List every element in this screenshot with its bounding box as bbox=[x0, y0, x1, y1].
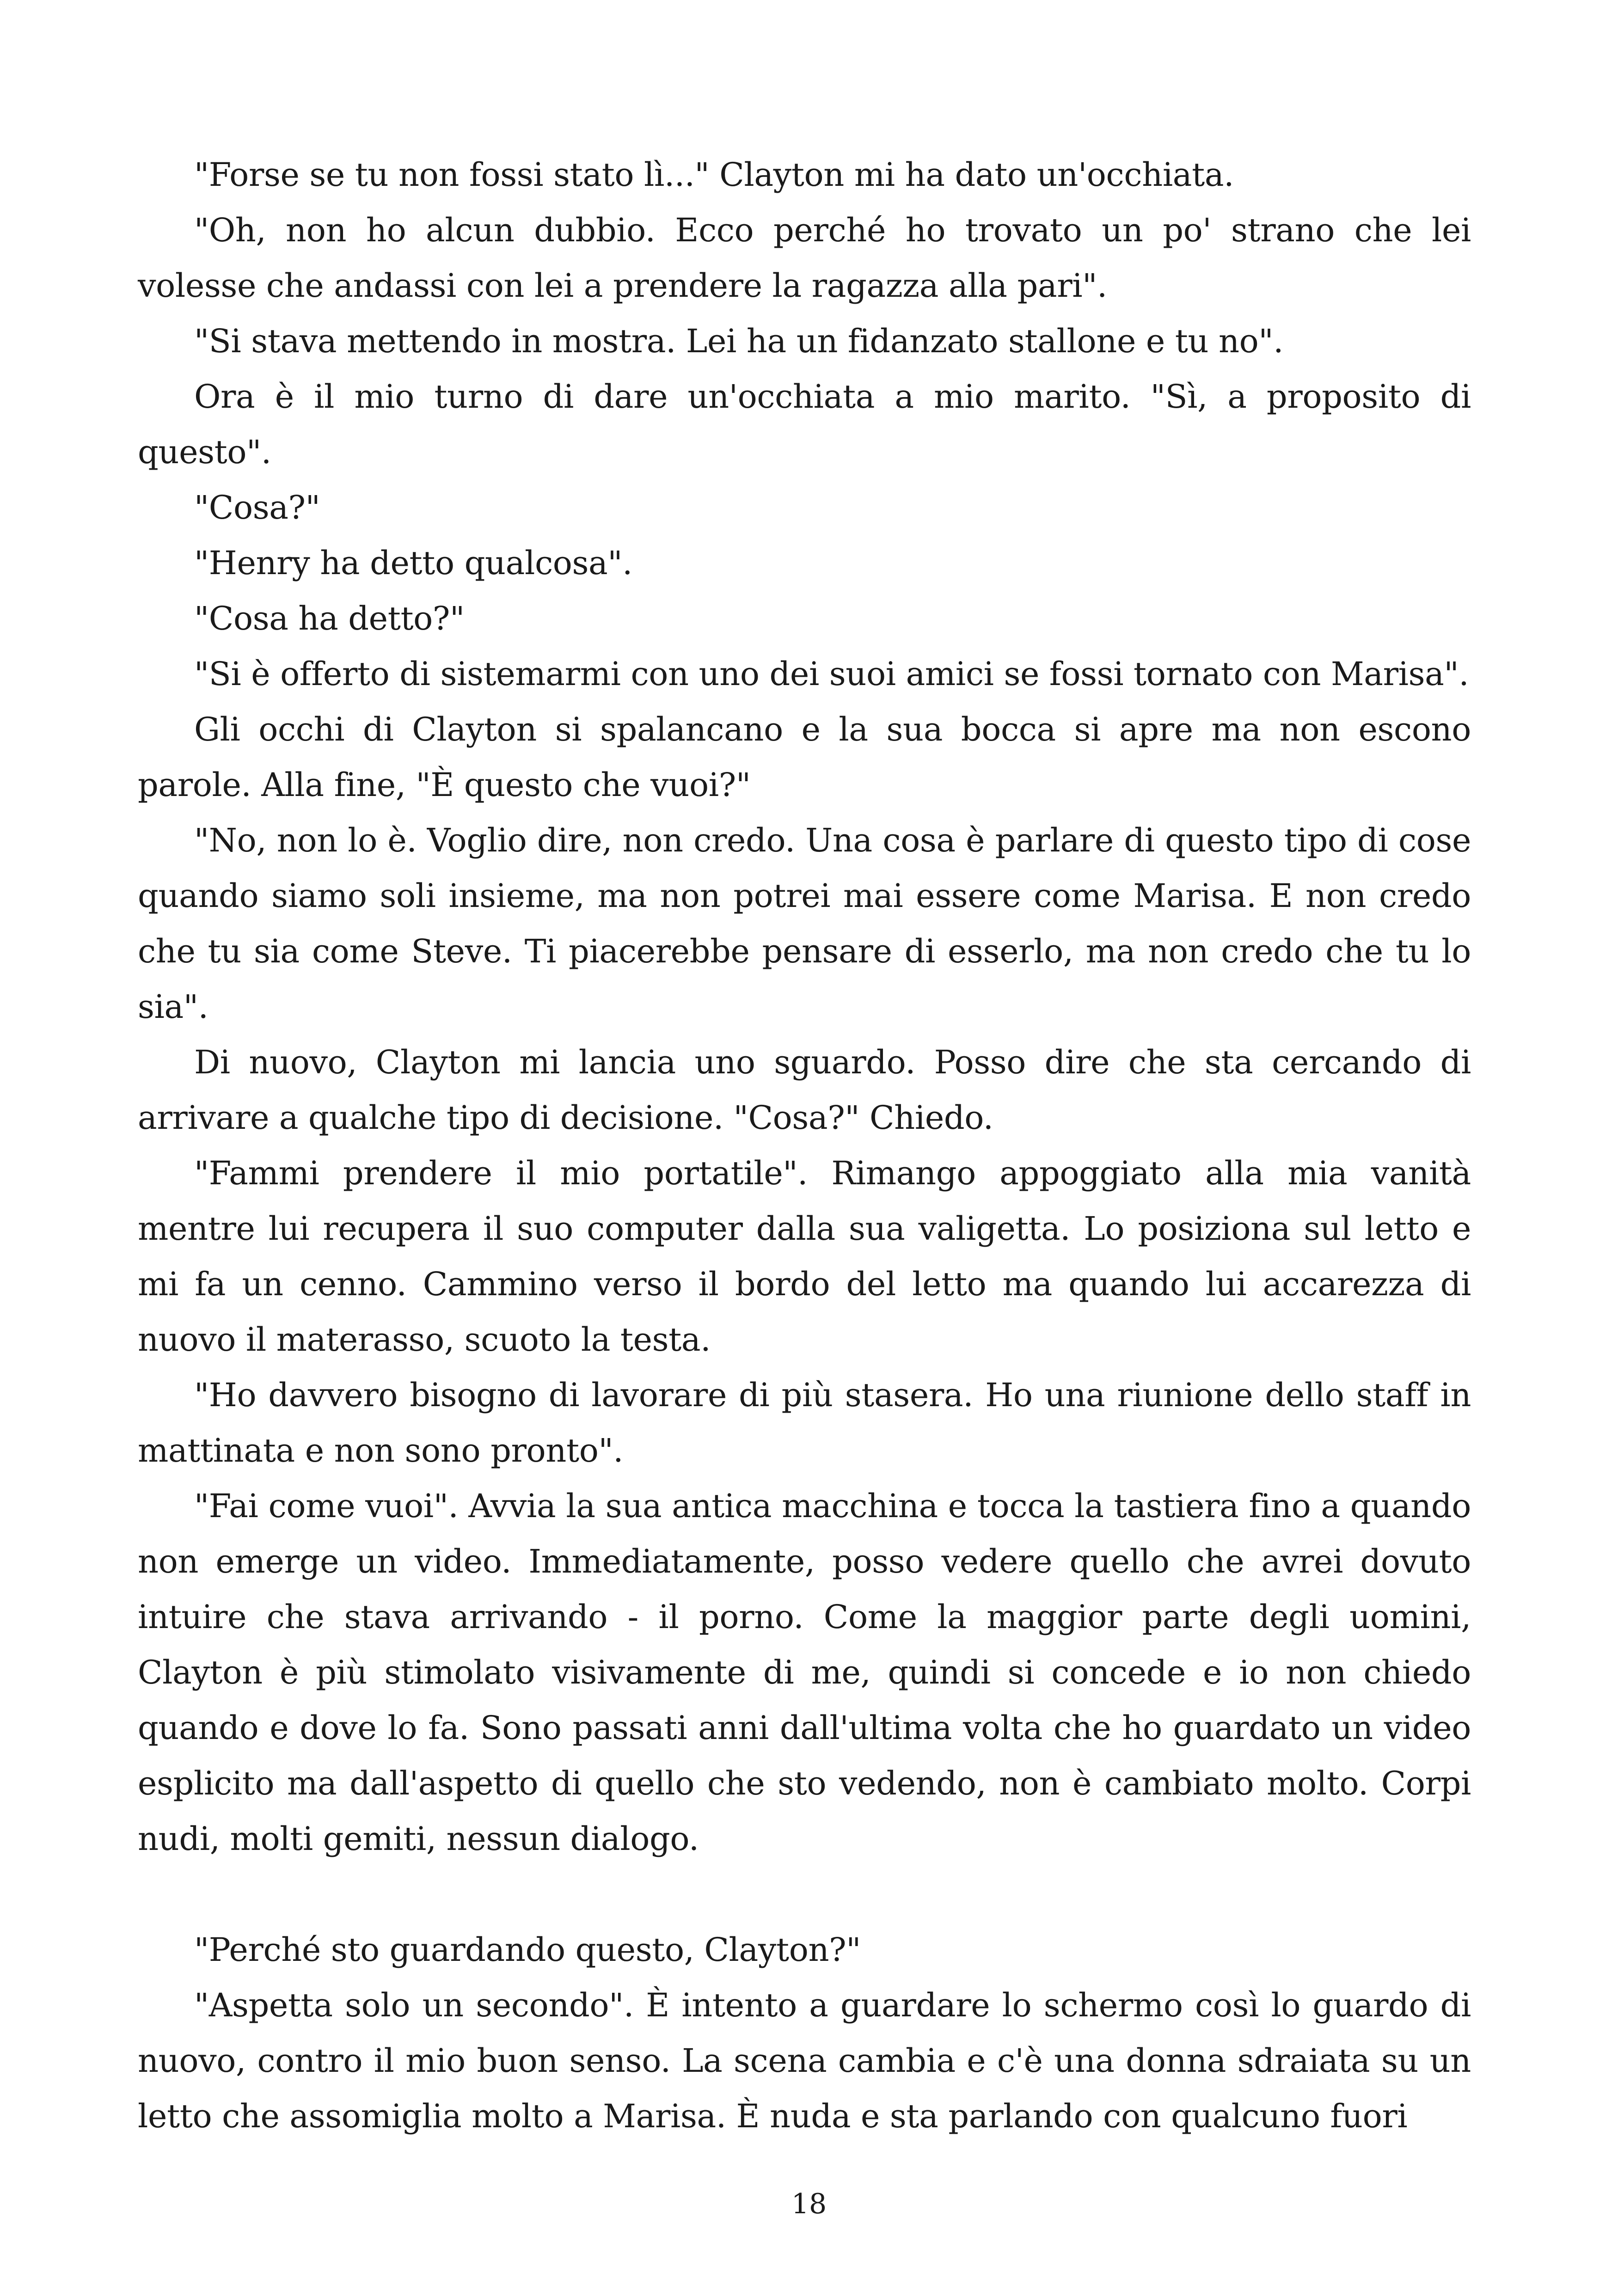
paragraph: "Cosa?" bbox=[194, 489, 320, 527]
paragraph: "Si stava mettendo in mostra. Lei ha un fidanzato stallone e tu no". bbox=[194, 322, 1284, 360]
paragraph: "Perché sto guardando questo, Clayton?" bbox=[194, 1931, 861, 1969]
body-text bbox=[138, 147, 1471, 2144]
paragraph: Gli occhi di Clayton si spalancano e la sua bocca si apre ma non escono parole. Alla fine, "È questo che vuoi?" bbox=[138, 710, 1471, 804]
paragraph: "Ho davvero bisogno di lavorare di più stasera. Ho una riunione dello staff in mattinata e non sono pronto". bbox=[138, 1376, 1471, 1469]
paragraph: "Si è offerto di sistemarmi con uno dei suoi amici se fossi tornato con Marisa". bbox=[194, 655, 1469, 693]
paragraph: "No, non lo è. Voglio dire, non credo. Una cosa è parlare di questo tipo di cose quando siamo soli insieme, ma non potrei mai essere come Marisa. E non credo che tu sia come Steve. Ti piacerebbe pensare di esserlo, ma non credo che tu lo sia". bbox=[138, 821, 1471, 1026]
paragraph: "Henry ha detto qualcosa". bbox=[194, 544, 633, 582]
paragraph: "Cosa ha detto?" bbox=[194, 600, 465, 637]
paragraph: Di nuovo, Clayton mi lancia uno sguardo. Posso dire che sta cercando di arrivare a qualche tipo di decisione. "Cosa?" Chiedo. bbox=[138, 1043, 1471, 1137]
paragraph: "Fai come vuoi". Avvia la sua antica macchina e tocca la tastiera fino a quando non emerge un video. Immediatamente, posso vedere quello che avrei dovuto intuire che stava arrivando - il porno. Come la maggior parte degli uomini, Clayton è più stimolato visivamente di me, quindi si concede e io non chiedo quando e dove lo fa. Sono passati anni dall'ultima volta che ho guardato un video esplicito ma dall'aspetto di quello che sto vedendo, non è cambiato molto. Corpi nudi, molti gemiti, nessun dialogo. bbox=[138, 1487, 1471, 1858]
paragraph: "Fammi prendere il mio portatile". Rimango appoggiato alla mia vanità mentre lui recupera il suo computer dalla sua valigetta. Lo posiziona sul letto e mi fa un cenno. Cammino verso il bordo del letto ma quando lui accarezza di nuovo il materasso, scuoto la testa. bbox=[138, 1154, 1471, 1359]
paragraph: "Oh, non ho alcun dubbio. Ecco perché ho trovato un po' strano che lei volesse che andassi con lei a prendere la ragazza alla pari". bbox=[138, 211, 1471, 305]
paragraph: "Aspetta solo un secondo". È intento a guardare lo schermo così lo guardo di nuovo, contro il mio buon senso. La scena cambia e c'è una donna sdraiata su un letto che assomiglia molto a Marisa. È nuda e sta parlando con qualcuno fuori bbox=[138, 1986, 1471, 2135]
scene-break bbox=[138, 1867, 1471, 1922]
paragraph: Ora è il mio turno di dare un'occhiata a mio marito. "Sì, a proposito di questo". bbox=[138, 378, 1471, 471]
paragraph: "Forse se tu non fossi stato lì..." Clayton mi ha dato un'occhiata. bbox=[194, 156, 1234, 194]
page-number: 18 bbox=[791, 2188, 827, 2220]
